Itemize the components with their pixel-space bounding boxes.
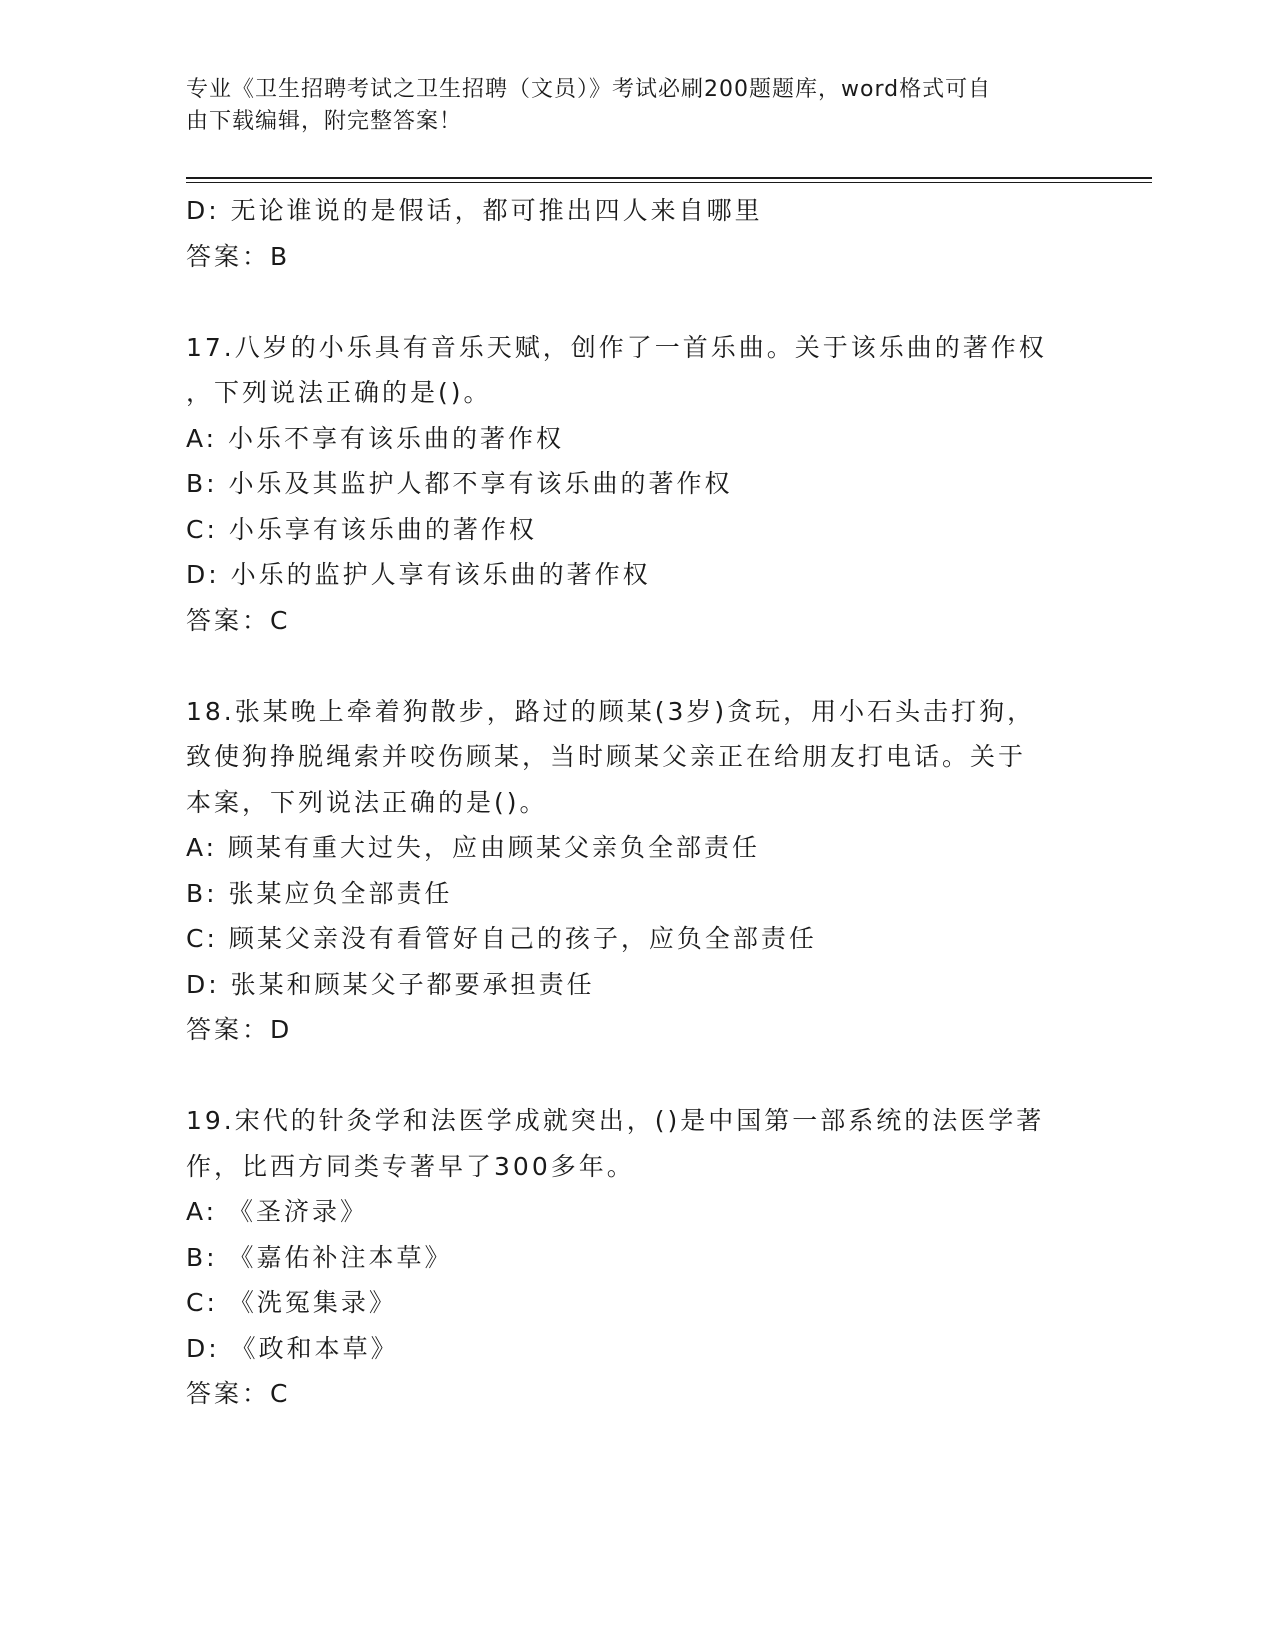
- option-d: D: 张某和顾某父子都要承担责任: [186, 969, 595, 999]
- option-a: A: 《圣济录》: [186, 1197, 369, 1226]
- question-stem-line: 19.宋代的针灸学和法医学成就突出，()是中国第一部系统的法医学著: [186, 1106, 1045, 1135]
- header-line-1: 专业《卫生招聘考试之卫生招聘（文员）》考试必刷200题题库，word格式可自: [186, 77, 992, 102]
- option-a: A: 小乐不享有该乐曲的著作权: [186, 423, 565, 453]
- prev-answer: 答案：B: [186, 241, 291, 271]
- option-b: B: 小乐及其监护人都不享有该乐曲的著作权: [186, 469, 733, 498]
- question-list: [186, 188, 1086, 1417]
- question-18: [186, 689, 1086, 1053]
- document-header: [186, 74, 1066, 138]
- option-d: D: 小乐的监护人享有该乐曲的著作权: [186, 560, 651, 589]
- header-rule-thick: [186, 177, 1152, 179]
- option-a: A: 顾某有重大过失，应由顾某父亲负全部责任: [186, 833, 761, 862]
- option-c: C: 顾某父亲没有看管好自己的孩子，应负全部责任: [186, 924, 817, 953]
- spacer: [186, 279, 1086, 325]
- answer: 答案：C: [186, 605, 291, 635]
- answer: 答案：D: [186, 1015, 293, 1044]
- question-stem-line: 致使狗挣脱绳索并咬伤顾某，当时顾某父亲正在给朋友打电话。关于: [186, 742, 1027, 771]
- question-stem-line: 18.张某晚上牵着狗散步，路过的顾某(3岁)贪玩，用小石头击打狗，: [186, 696, 1036, 726]
- answer: 答案：C: [186, 1379, 291, 1408]
- question-17: [186, 325, 1086, 644]
- header-line-2: 由下载编辑，附完整答案！: [186, 109, 463, 134]
- question-stem-line: 作，比西方同类专著早了300多年。: [186, 1151, 635, 1181]
- option-b: B: 《嘉佑补注本草》: [186, 1242, 453, 1272]
- option-c: C: 小乐享有该乐曲的著作权: [186, 514, 537, 544]
- question-19: [186, 1098, 1086, 1417]
- option-c: C: 《洗冤集录》: [186, 1288, 397, 1317]
- spacer: [186, 643, 1086, 689]
- header-rule-thin: [186, 182, 1152, 183]
- option-b: B: 张某应负全部责任: [186, 878, 453, 908]
- question-stem-line: 17.八岁的小乐具有音乐天赋，创作了一首乐曲。关于该乐曲的著作权: [186, 332, 1047, 362]
- prev-option-d: D: 无论谁说的是假话，都可推出四人来自哪里: [186, 196, 763, 225]
- spacer: [186, 1053, 1086, 1099]
- question-stem-line: 本案，下列说法正确的是()。: [186, 787, 548, 817]
- question-stem-line: ，下列说法正确的是()。: [186, 378, 492, 407]
- option-d: D: 《政和本草》: [186, 1333, 399, 1363]
